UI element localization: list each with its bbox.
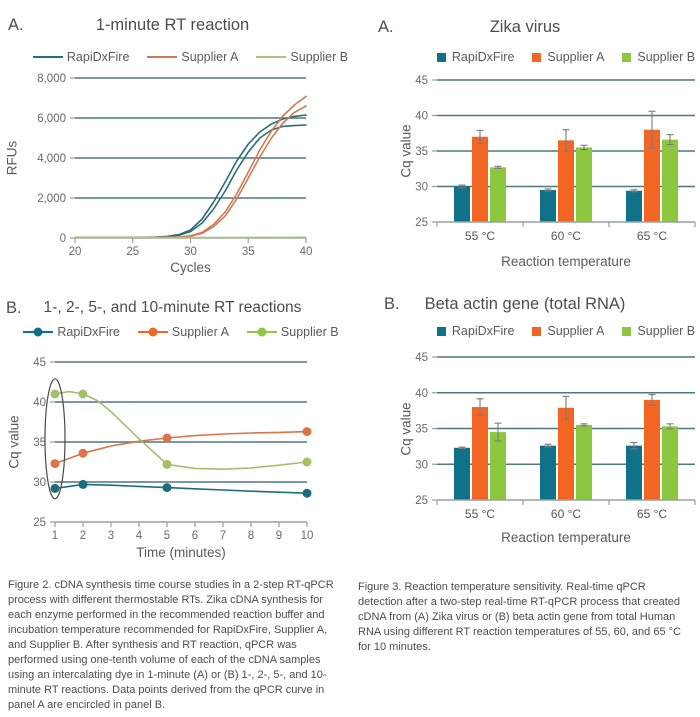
- x-tick-label: 9: [275, 530, 283, 542]
- y-tick-label: 25: [415, 495, 428, 507]
- bar: [662, 140, 678, 222]
- legend-label: Supplier B: [290, 50, 349, 64]
- y-tick-label: 45: [415, 352, 428, 364]
- y-tick-label: 35: [415, 423, 428, 436]
- x-tick-label: 5: [163, 530, 171, 542]
- x-tick-label: 1: [51, 530, 59, 542]
- data-point: [79, 480, 88, 489]
- plot-area-zika-bars: [350, 8, 700, 290]
- legend-label: Supplier B: [280, 325, 339, 339]
- legend-label: RapiDxFire: [451, 50, 515, 64]
- plot-area-beta-actin-bars: [350, 290, 700, 562]
- x-axis-title: Reaction temperature: [501, 530, 631, 545]
- category-label: 65 °C: [636, 507, 668, 521]
- x-tick-label: 4: [135, 530, 143, 542]
- y-tick-label: 25: [415, 217, 428, 229]
- chart-title: Beta actin gene (total RNA): [424, 295, 626, 313]
- y-tick-label: 0: [59, 233, 66, 245]
- legend-label: Supplier A: [171, 325, 229, 339]
- bar: [644, 400, 660, 500]
- bar: [558, 408, 574, 500]
- x-tick-label: 25: [126, 246, 140, 258]
- plot-area-amplification-curves: [0, 8, 345, 298]
- data-point: [163, 483, 172, 492]
- figure3-caption: Figure 3. Reaction temperature sensitivity. Real-time qPCR detection after a two-step real-time RT-qPCR process that created cDNA from (A) Zika virus or (B) beta actin gene from total Human RNA using different RT reaction temperatures of 55, 60, and 65 °C for 10 minutes.: [358, 581, 681, 653]
- y-tick-label: 35: [415, 146, 428, 158]
- y-axis-title: Cq value: [398, 401, 414, 456]
- series-line: [75, 115, 306, 238]
- y-tick-label: 30: [33, 477, 46, 489]
- bar: [454, 187, 470, 223]
- y-tick-label: 45: [415, 75, 428, 87]
- bar: [472, 407, 488, 500]
- x-axis-title: Reaction temperature: [501, 254, 631, 269]
- x-tick-label: 35: [241, 246, 255, 258]
- x-tick-label: 20: [68, 246, 82, 258]
- panel-label-a: A.: [8, 16, 24, 34]
- y-tick-label: 30: [415, 181, 428, 194]
- category-label: 55 °C: [464, 507, 496, 521]
- y-axis-title: Cq value: [6, 415, 22, 469]
- data-point: [79, 449, 88, 458]
- chart-title: 1-, 2-, 5-, and 10-minute RT reactions: [43, 299, 302, 316]
- data-point: [303, 458, 312, 467]
- x-tick-label: 40: [299, 246, 313, 258]
- category-label: 65 °C: [636, 229, 668, 243]
- y-tick-label: 30: [415, 459, 428, 472]
- chart-rt-time-course: [0, 295, 345, 575]
- series-line: [55, 484, 307, 493]
- y-tick-label: 8,000: [37, 73, 66, 85]
- bar: [540, 446, 556, 500]
- x-tick-label: 6: [191, 530, 199, 542]
- legend-label: Supplier B: [637, 50, 696, 64]
- category-label: 60 °C: [550, 507, 582, 521]
- plot-area-time-course: [0, 295, 345, 575]
- x-axis-title: Cycles: [170, 260, 211, 275]
- x-tick-label: 7: [219, 530, 227, 542]
- y-tick-label: 2,000: [37, 193, 66, 205]
- data-point: [303, 489, 312, 498]
- chart-zika-virus: [350, 8, 700, 290]
- legend-label: Supplier A: [547, 50, 605, 64]
- y-tick-label: 4,000: [37, 153, 66, 165]
- data-point: [163, 460, 172, 469]
- x-tick-label: 8: [247, 530, 255, 542]
- data-point: [303, 427, 312, 436]
- bar: [576, 425, 592, 500]
- bar: [576, 147, 592, 222]
- data-point: [79, 390, 88, 399]
- bar: [472, 137, 488, 222]
- x-axis-title: Time (minutes): [136, 545, 226, 560]
- legend-label: RapiDxFire: [57, 325, 120, 339]
- x-tick-label: 2: [79, 530, 87, 542]
- x-tick-label: 30: [184, 246, 197, 258]
- figure2-caption: Figure 2. cDNA synthesis time course studies in a 2-step RT-qPCR process with different thermostable RTs. Zika cDNA synthesis for each enzyme performed in the recommended reaction buffer and incubation temperature recommended for RapiDxFire, Supplier A, and Supplier B. After synthesis and RT reaction, qPCR was performed using one-tenth volume of each of the cDNA samples using an intercalating dye in 1-minute (A) or (B) 1-, 2-, 5-, and 10-minute RT reactions. Data points derived from the qPCR curve in panel A are encircled in panel B.: [8, 579, 334, 711]
- y-tick-label: 35: [33, 437, 46, 449]
- data-point: [51, 459, 60, 468]
- x-tick-label: 10: [300, 530, 314, 542]
- data-point: [51, 484, 60, 493]
- series-line: [75, 106, 306, 238]
- legend-label: Supplier A: [547, 324, 605, 338]
- y-tick-label: 40: [33, 397, 46, 409]
- legend-label: Supplier B: [637, 324, 696, 338]
- y-tick-label: 6,000: [37, 113, 66, 125]
- panel-label-b: B.: [384, 295, 400, 313]
- chart-1-minute-rt-reaction: [0, 8, 349, 298]
- y-tick-label: 40: [415, 110, 428, 123]
- bar: [558, 140, 574, 222]
- bar: [540, 190, 556, 222]
- y-tick-label: 40: [415, 387, 428, 400]
- legend-label: Supplier A: [181, 50, 239, 64]
- y-tick-label: 25: [33, 517, 46, 529]
- data-point: [51, 390, 60, 399]
- series-line: [55, 392, 307, 470]
- x-tick-label: 3: [107, 530, 115, 542]
- category-label: 55 °C: [464, 229, 496, 243]
- chart-title: Zika virus: [489, 18, 561, 36]
- bar: [626, 446, 642, 500]
- panel-label-a: A.: [378, 18, 394, 36]
- series-line: [55, 432, 307, 464]
- panel-label-b: B.: [6, 299, 22, 317]
- legend-label: RapiDxFire: [451, 324, 515, 338]
- bar: [626, 191, 642, 222]
- y-axis-title: RFUs: [4, 140, 20, 176]
- y-tick-label: 45: [33, 357, 46, 369]
- legend-label: RapiDxFire: [66, 50, 130, 64]
- chart-title: 1-minute RT reaction: [95, 16, 250, 34]
- category-label: 60 °C: [550, 229, 582, 243]
- y-axis-title: Cq value: [398, 124, 414, 178]
- bar: [490, 167, 506, 222]
- bar: [662, 426, 678, 500]
- bar: [490, 432, 506, 500]
- series-line: [75, 125, 306, 238]
- data-point: [163, 434, 172, 443]
- bar: [454, 448, 470, 500]
- chart-beta-actin-gene: [350, 290, 700, 562]
